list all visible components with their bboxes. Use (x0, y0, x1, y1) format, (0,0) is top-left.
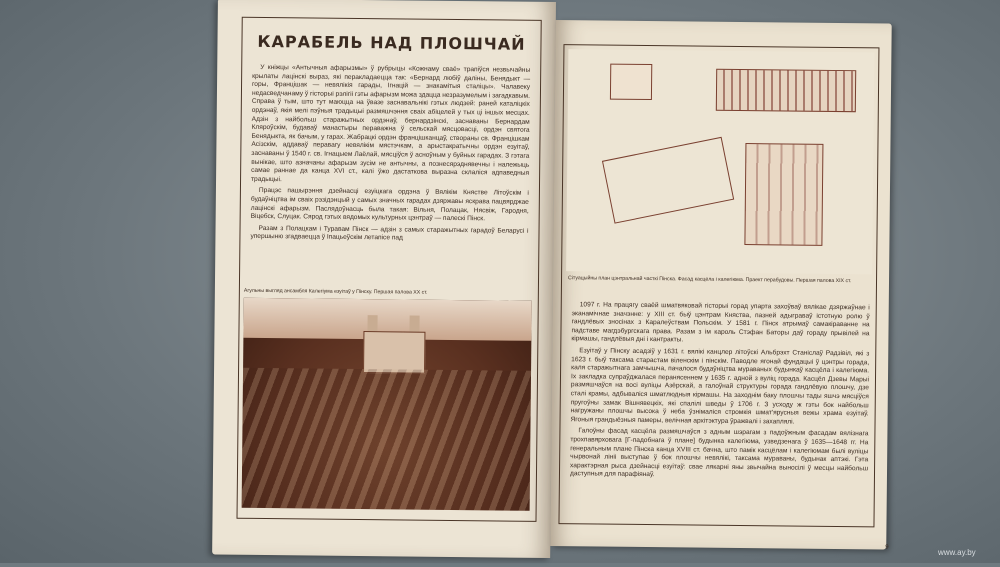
town-roofs (242, 368, 531, 511)
plan-caption: Сітуацыйны план цэнтральнай часткі Пінска. Фасад касцёла і калегіюма. Праект перабудовы. Першая палова XIX ст. (568, 275, 852, 285)
plan-illustration (566, 49, 874, 274)
paragraph: У кніжцы «Антычныя афарызмы» ў рубрыцы «Кожнаму сваё» трапіўся незвычайны крылаты лацінскі выраз, які перакладаецца так: «Бернард любіў даліны, Бенядыкт — горы, Францішак — невялікія гарады, Ігнацій — знакамітыя сталіцы». Чалавеку недасведчанаму ў гісторыі рэлігіі гэты афарызм можа здацца незразумелым і загадкавым. Справа ў тым, што тут маюцца на ўвазе заснавальнікі гэтых людзей: раней каталіцкіх ордэнаў, якія мелі пэўныя традыцыі размяшчэння сваіх абіцелей у тых ці іншых месцах. Адзін з найбольш старажытных ордэнаў, бернардзінскі, заснаваны Бернардам Кляроўскім, будаваў манастыры пераважна ў сельскай мясцовасці, ордэн святога Бенядыкта, як бачым, у гарах. Жабрацкі ордэн францішканцаў, створаны св. Францішкам Асізскім, аддаваў перавагу невялікім мястэчкам, а арыстакратычны ордэн езуітаў, заснаваны ў 1540 г. св. Ігнацыем Лаёлай, мясціўся ў асноўным у буйных гарадах. З гэтага вынікае, што азначаны афарызм зусім не антычны, а познесярэднявечны і належыць самае раннае да канца XVI ст., калі ўжо дастаткова выразна склаліся адпаведныя традыцыі. (251, 63, 531, 183)
left-page-frame (236, 17, 541, 522)
article-title: КАРАБЕЛЬ НАД ПЛОШЧАЙ (257, 31, 526, 54)
paragraph: 1097 г. На працягу сваёй шматвяковай гісторыі горад упарта захоўваў вялікае дзяржаўнае і эканамічнае значэнне: у XIII ст. быў цэнтрам Княства, пазней адыграваў істотную ролю ў гандлёвых зносінах з Каралеўствам Польскім. У 1581 г. Пінск атрымаў самакіраванне на падставе магдэбургскага права. Разам з ім кароль Стэфан Баторы даў гораду прывілей на кірмашы, гандлёвыя дні і кантракты. (571, 301, 870, 344)
church-facade-drawing (744, 143, 823, 246)
open-book (202, 0, 898, 567)
photo-caption: Агульны выгляд ансамбля Калегіума езуітаў у Пінску. Першая палова XX ст. (243, 287, 428, 296)
paragraph: Галоўны фасад касцёла размяшчаўся з адным шэрагам з падоўжным фасадам вялізнага трохпавярховага [Г-падобнага ў плане] будынка калегіюма, узведзенага ў 1635—1648 гг. На генеральным плане Пінска канца XVIII ст. бачна, што памік касцёлам і калегіюмам былі вуліцы чырвонай лініі выступае ў бок плошчы невялікі, таксама мураваны, будынак аптэкі. Гэта характэрная рыса дзейнасці езуітаў: свае лякарні яны звычайна выносілі ў месцы найбольш даступныя для парафіянаў. (569, 427, 869, 479)
right-body-text (570, 301, 870, 485)
paragraph: Разам з Полацкам і Туравам Пінск — адзін з самых старажытных гарадоў Беларусі і упершыню згадваецца ў Іпацьеўскім летапісе пад (250, 224, 529, 242)
church-building (363, 331, 425, 374)
left-body-text (250, 64, 530, 248)
left-page (212, 0, 556, 558)
paragraph: Працэс пашырэння дзейнасці езуіцкага ордэна ў Вялікім Княстве Літоўскім і будаўніцтва ім сваіх рэзідэнцый у самых значных гарадах дзяржавы яскрава пацвярджае лацінскі афарызм. Паслядоўнасць была такая: Вільня, Полацак, Нясвіж, Гародня, Віцебск, Слуцак. Сярод гэтых вядомых культурных цэнтраў — палескі Пінск. (250, 187, 529, 223)
right-page (550, 20, 891, 549)
town-photo (242, 298, 532, 511)
page-number: 9 (885, 544, 889, 551)
paragraph: Езуітаў у Пінску асадзіў у 1631 г. вялікі канцлер літоўскі Альбрэхт Станіслаў Радзівіл, які з 1623 г. быў таксама старастам віленскім і пінскім. Паводле ягонай фундацыі ў цэнтры горада, каля старажытнага замчышча, пачалося будаўніцтва мураваных будынкаў касцёла і калегіюма. Іх закладка супраўджалася перанясеннем у 1635 г. адной з вуліц горада. Касцёл Дзевы Марыі размяшчаўся на восі вуліцы Азёрскай, а галоўнай структуры горада гандлёвую плошчу, дзе сталі крамы, адбываліся шматлюдныя кірмашы. На заходнім баку плошчы тады яшчэ мясціўся пругоўны замак Вішнявецкіх, які спалілі шведы ў 1706 г. З усходу ж гэты бок найбольш нагружаны плошчы высока ў неба ўзнімаліся стромкія шмат'ярусныя вежы храма езуітаў. Ягоныя грандыёзныя памеры, велічная архітэктура ўражвалі і захаплялі. (570, 347, 870, 426)
right-page-frame (558, 44, 889, 551)
watermark: www.ay.by (938, 548, 976, 557)
town-plan-drawing (602, 137, 734, 224)
collegium-facade-drawing (716, 69, 856, 112)
emblem-drawing (610, 64, 652, 100)
